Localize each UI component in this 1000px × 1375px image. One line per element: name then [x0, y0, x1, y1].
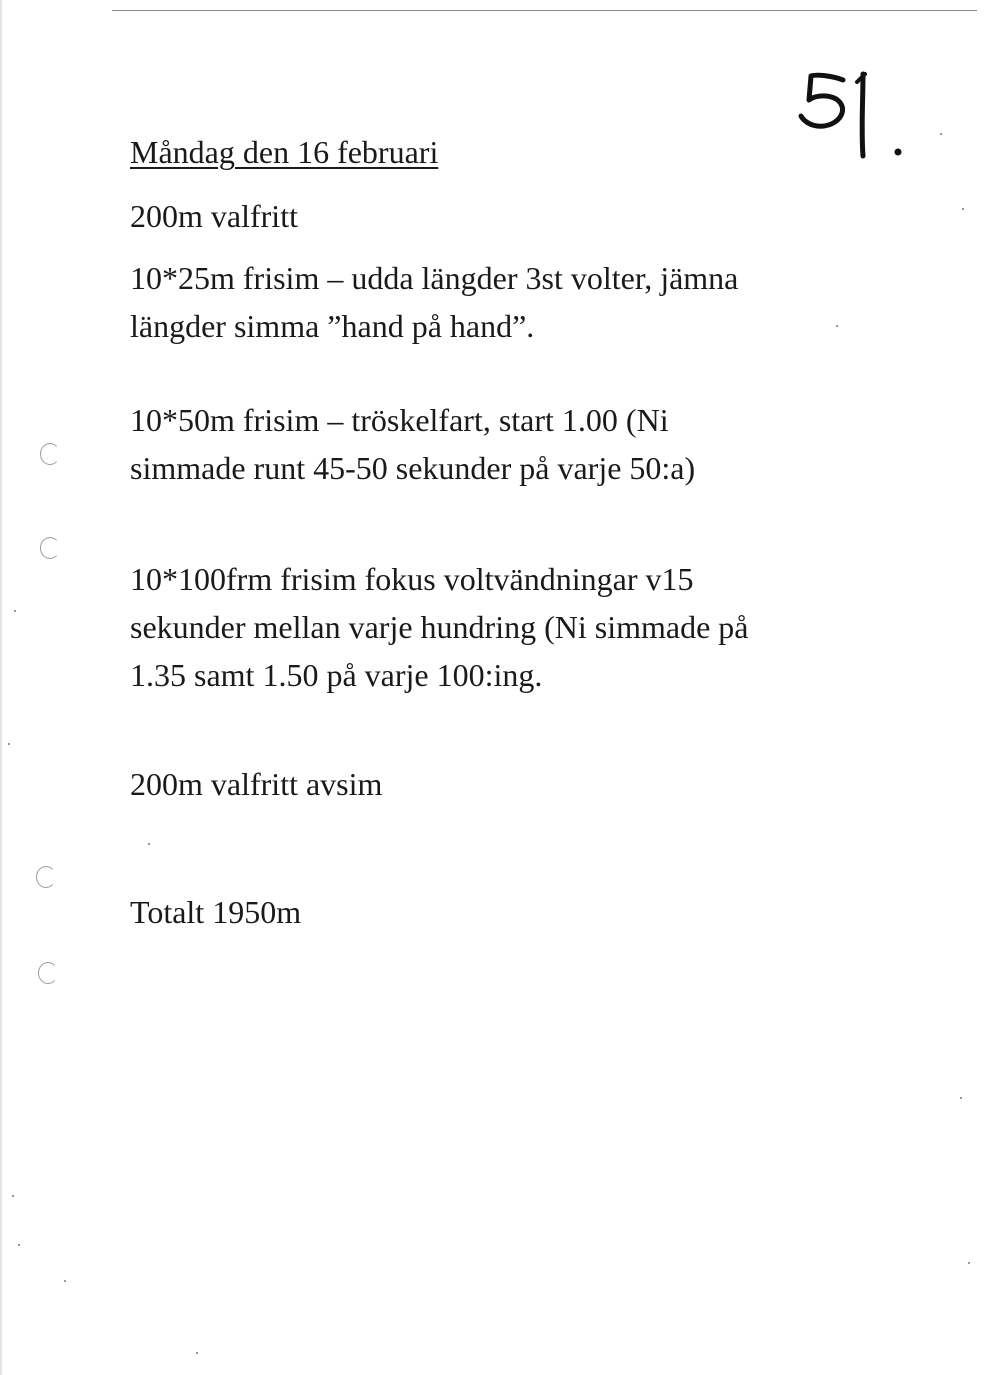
scan-speck — [960, 1097, 962, 1099]
paragraph-line: 1.35 samt 1.50 på varje 100:ing. — [130, 657, 543, 693]
scan-speck — [12, 1195, 14, 1197]
paragraph-line: simmade runt 45-50 sekunder på varje 50:a) — [130, 450, 696, 486]
scan-speck — [8, 743, 10, 745]
scan-speck — [14, 610, 16, 612]
scan-speck — [64, 1280, 66, 1282]
punch-hole — [40, 443, 60, 465]
paragraph-line: längder simma ”hand på hand”. — [130, 308, 535, 344]
scan-speck — [836, 325, 838, 327]
document-heading: Måndag den 16 februari — [130, 134, 439, 170]
paragraph-set-25m — [130, 254, 738, 350]
paragraph-line: 10*100frm frisim fokus voltvändningar v15 — [130, 561, 694, 597]
scan-speck — [968, 1262, 970, 1264]
paragraph-set-100m — [130, 555, 748, 699]
punch-hole — [38, 962, 58, 984]
paragraph-cooldown — [130, 760, 382, 808]
scan-speck — [196, 1352, 198, 1354]
paragraph-warmup — [130, 192, 298, 240]
paragraph-total — [130, 888, 301, 936]
scan-speck — [940, 133, 942, 135]
paragraph-line: 10*50m frisim – tröskelfart, start 1.00 (Ni — [130, 402, 669, 438]
paragraph-set-50m — [130, 396, 695, 492]
scan-speck — [18, 1244, 20, 1246]
paragraph-line: Totalt 1950m — [130, 894, 302, 930]
paragraph-line: 200m valfritt avsim — [130, 766, 383, 802]
paragraph-line: 10*25m frisim – udda längder 3st volter, jämna — [130, 260, 739, 296]
paragraph-line: sekunder mellan varje hundring (Ni simmade på — [130, 609, 749, 645]
paragraph-line: 200m valfritt — [130, 198, 298, 234]
punch-hole — [36, 866, 56, 888]
scan-speck — [962, 208, 964, 210]
scan-speck — [148, 843, 150, 845]
top-rule-line — [112, 10, 977, 11]
scan-edge — [0, 0, 3, 1375]
handwritten-page-number — [795, 60, 925, 170]
punch-hole — [40, 537, 60, 559]
